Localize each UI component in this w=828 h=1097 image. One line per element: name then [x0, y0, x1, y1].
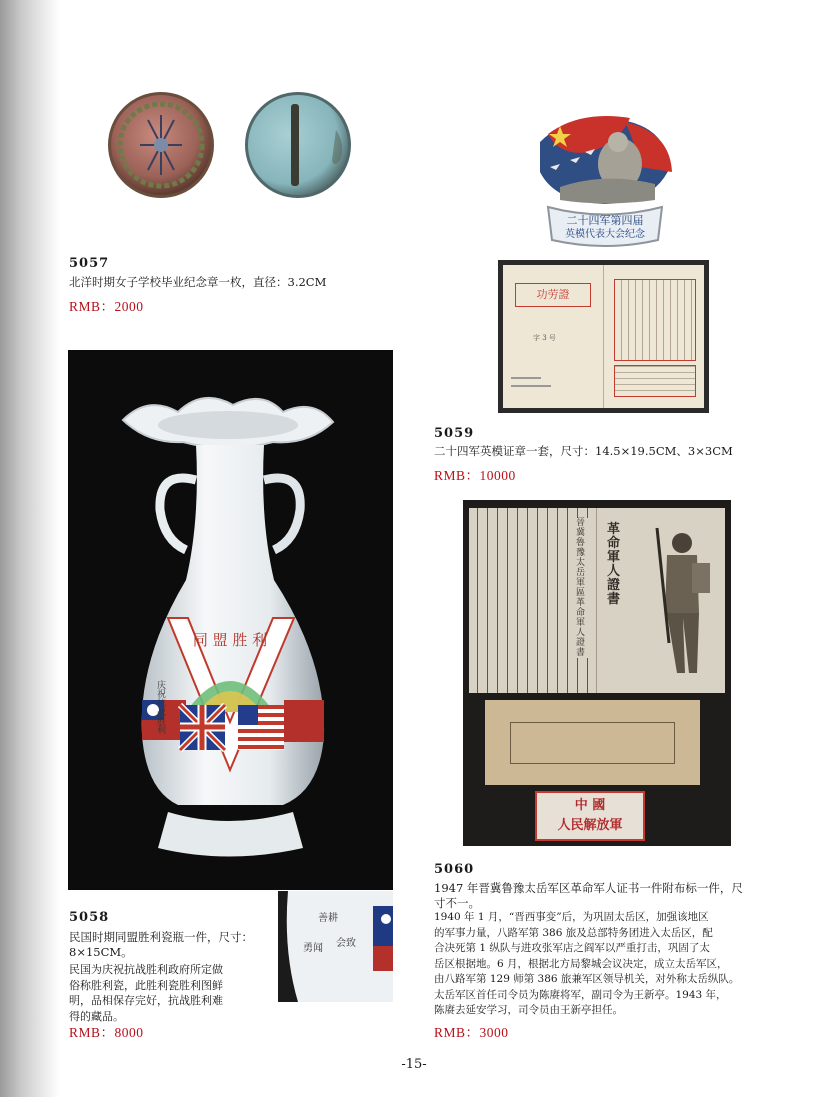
- armband-line-2: 人民解放軍: [557, 818, 623, 833]
- lot-5057-medal-photo: [96, 90, 370, 200]
- description-line: 的军事力量，八路军第 386 旅及总部特务团进入太岳区，配: [434, 926, 713, 939]
- description-line: 民国为庆祝抗战胜利政府所定做: [69, 963, 223, 976]
- description-line: 由八路军第 129 师第 386 旅兼军区领导机关，对外称太岳纵队。: [434, 973, 740, 985]
- lot-5060-price: RMB：3000: [434, 1025, 509, 1040]
- description-line: 明，品相保存完好，抗战胜利难: [69, 994, 223, 1007]
- description-line: 得的藏品。: [69, 1009, 124, 1023]
- title-line: 寸不一。: [434, 896, 480, 910]
- lot-5058-vase-detail-photo: [278, 891, 393, 1002]
- soldier-illustration: [637, 523, 717, 683]
- certificate-title-box: 功劳證: [515, 283, 591, 307]
- description-line: 俗称胜利瓷，此胜利瓷胜利图鲜: [69, 978, 223, 992]
- lot-5060-title: [434, 881, 779, 911]
- page-number: -15-: [401, 1057, 427, 1072]
- lot-5058-vase-photo: [68, 350, 393, 890]
- lot-5060-description: [434, 910, 779, 1019]
- pla-armband: [535, 791, 645, 841]
- title-line: 1947 年晋冀鲁豫太岳军区革命军人证书一件附布标一件，尺: [434, 881, 743, 895]
- armband-line-1: 中 國: [574, 798, 606, 813]
- lot-5060-number: 5060: [434, 862, 475, 877]
- svg-text:善耕: 善耕: [318, 913, 338, 924]
- description-line: 1940 年 1 月，“晋西事变”后，为巩固太岳区，加强该地区: [434, 911, 709, 923]
- svg-text:勇闻: 勇闻: [303, 943, 323, 954]
- lot-5057-number: 5057: [69, 256, 110, 271]
- certificate-number: 字 3 号: [533, 334, 556, 342]
- vase-v-inscription: 同 盟 胜 利: [192, 631, 268, 649]
- certificate-heading: 晉冀魯豫太岳軍區革命軍人證書: [576, 518, 590, 658]
- lot-5059-number: 5059: [434, 426, 475, 441]
- svg-text:庆祝抗战胜利: 庆祝抗战胜利: [155, 680, 165, 734]
- lot-5057-title: 北洋时期女子学校毕业纪念章一枚，直径：3.2CM: [69, 275, 327, 289]
- lot-5059-title: 二十四军英模证章一套，尺寸：14.5×19.5CM、3×3CM: [434, 444, 733, 458]
- badge-inscription: 二十四军第四届: [566, 214, 644, 227]
- certificate-cover-title: 革命軍人證書: [607, 522, 621, 607]
- lot-5059-certificate-photo: [498, 260, 709, 413]
- lot-5058-title-text: 民国时期同盟胜利瓷瓶一件，尺寸：8×15CM。: [69, 930, 253, 959]
- lot-5057-price: RMB：2000: [69, 299, 144, 314]
- svg-text:会致: 会致: [336, 938, 356, 949]
- description-line: 岳区根据地。6 月，根据北方局黎城会议决定，成立太岳军区，: [434, 957, 728, 970]
- svg-text:英模代表大会纪念: 英模代表大会纪念: [565, 229, 645, 240]
- lot-5060-certificate-photo: [463, 500, 731, 846]
- lot-5058-price: RMB：8000: [69, 1025, 144, 1040]
- lot-5058-description: [69, 962, 274, 1024]
- book-spine-shadow: [0, 0, 60, 1097]
- lot-5059-price: RMB：10000: [434, 468, 516, 483]
- description-line: 太岳军区首任司令员为陈赓将军，副司令为王新亭。1943 年，: [434, 988, 727, 1001]
- lot-5058-number: 5058: [69, 910, 110, 925]
- lot-5059-badge-photo: [530, 112, 680, 252]
- description-line: 合决死第 1 纵队与进攻张军店之阎军以严重打击，巩固了太: [434, 942, 710, 954]
- description-line: 陈赓去延安学习，司令员由王新亭担任。: [434, 1004, 623, 1016]
- lot-5058-title: [69, 930, 273, 960]
